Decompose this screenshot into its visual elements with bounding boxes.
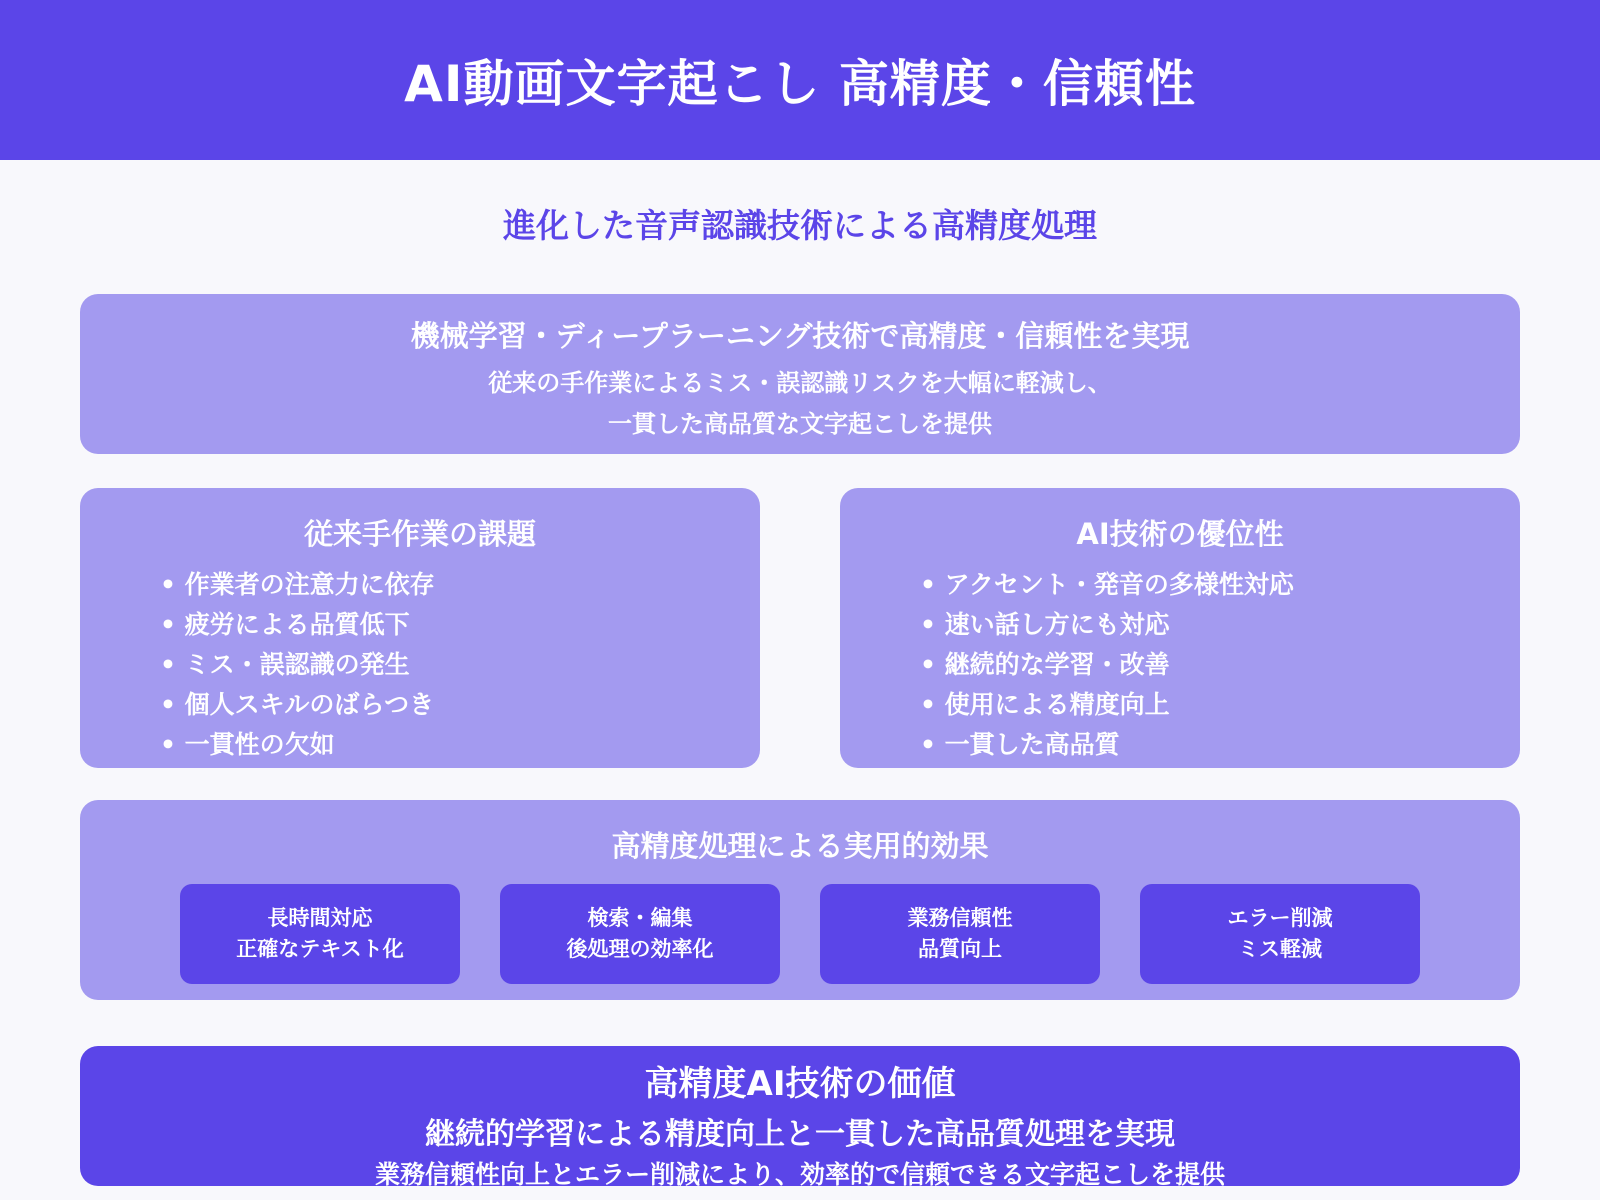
list-item: • 個人スキルのばらつき: [160, 690, 435, 719]
list-item: • 疲労による品質低下: [160, 610, 410, 639]
effect-card-detail: 品質向上: [918, 937, 1002, 961]
summary-line-1: 従来の手作業によるミス・誤認識リスクを大幅に軽減し、: [488, 369, 1112, 397]
value-line-1: 継続的学習による精度向上と一貫した高品質処理を実現: [425, 1117, 1175, 1152]
list-item: • アクセント・発音の多様性対応: [920, 570, 1294, 599]
ai-advantages-title: AI技術の優位性: [1076, 517, 1284, 551]
value-panel: [80, 1046, 1520, 1189]
list-item: • 一貫した高品質: [920, 730, 1120, 759]
effect-card-detail: 正確なテキスト化: [236, 937, 404, 961]
list-item: • 一貫性の欠如: [160, 730, 335, 759]
manual-issues-panel: [80, 488, 760, 768]
list-item: • 使用による精度向上: [920, 690, 1170, 719]
summary-title: 機械学習・ディープラーニング技術で高精度・信頼性を実現: [410, 319, 1190, 353]
page-title: AI動画文字起こし 高精度・信頼性: [404, 55, 1196, 113]
effect-card-reliability: [820, 884, 1100, 984]
manual-issues-title: 従来手作業の課題: [303, 517, 536, 551]
effect-card-heading: 検索・編集: [587, 906, 693, 930]
effect-card-heading: 長時間対応: [267, 906, 373, 930]
value-title: 高精度AI技術の価値: [644, 1064, 956, 1104]
effect-card-heading: エラー削減: [1227, 906, 1333, 930]
effect-cards: [180, 884, 1420, 984]
effect-card-long-duration: [180, 884, 460, 984]
effect-card-error-reduction: [1140, 884, 1420, 984]
summary-line-2: 一貫した高品質な文字起こしを提供: [608, 410, 992, 438]
summary-panel: [80, 294, 1520, 454]
list-item: • 作業者の注意力に依存: [160, 570, 435, 599]
manual-issues-list: [80, 565, 760, 765]
effect-card-heading: 業務信頼性: [907, 906, 1013, 930]
practical-effects-title: 高精度処理による実用的効果: [611, 829, 989, 863]
page-subtitle: 進化した音声認識技術による高精度処理: [503, 206, 1097, 245]
ai-advantages-panel: [840, 488, 1520, 768]
list-item: • 速い話し方にも対応: [920, 610, 1170, 639]
effect-card-search-edit: [500, 884, 780, 984]
effect-card-detail: ミス軽減: [1238, 937, 1322, 961]
practical-effects-panel: [80, 800, 1520, 1000]
header-banner: [0, 0, 1600, 160]
value-line-2: 業務信頼性向上とエラー削減により、効率的で信頼できる文字起こしを提供: [374, 1160, 1225, 1189]
effect-card-detail: 後処理の効率化: [566, 937, 714, 961]
list-item: • ミス・誤認識の発生: [160, 650, 410, 679]
list-item: • 継続的な学習・改善: [920, 650, 1170, 679]
ai-advantages-list: [840, 565, 1520, 765]
